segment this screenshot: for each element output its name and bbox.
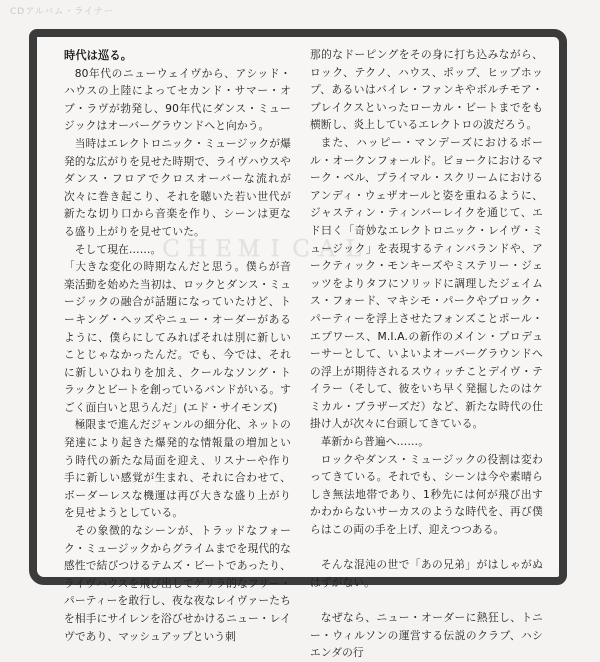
paragraph-producers: また、ハッピー・マンデーズにおけるボール・オークンフォールド。ビョークにおけるマーク・ベル、プライマル・スクリームにおけるアンディ・ウェザオールと姿を重ねるように、ジャスティン・ティンバーレイクを通じて、エド曰く「奇妙なエレクトロニック・レイヴ・ミュージック」を表現するティンバランドや、アークティック・モンキーズやミステリー・ジェッツをよりタフにソリッドに調理したジェイムス・フォード、マキシモ・パークやブロック・パーティーを浮上させたフォンズことポール・エプワース、M.I.A.の新作のメイン・プロデューサーとして、いよいよオーバーグラウンドへの浮上が期待されるスウィッチことデイヴ・テイラー（そして、彼をいち早く発掘したのはケミカル・ブラザーズだ）など、新たな時代の仕掛け人が次々に台頭してきている。	[310, 135, 543, 431]
paragraph-electronic-boom: 当時はエレクトロニック・ミュージックが爆発的な広がりを見せた時期で、ライヴハウスやダンス・フロアでクロスオーバーな流れが次々に巻き起こり、それを聴いた若い世代が新たな切り口から音楽を作り、シーンは更なる盛り上がりを見せていた。	[64, 136, 291, 238]
paragraph-subdivision: 極限まで進んだジャンルの細分化、ネットの発達により起きた爆発的な情報量の増加という時代の新たな局面を迎え、リスナーや作り手に新しい感覚が生まれ、それに合わせて、ボーダーレスな機運は再び大きな盛り上がりを見せようとしている。	[64, 418, 291, 520]
faint-background-print: ＣＨＥＭＩＣＡＬ	[160, 237, 369, 262]
right-text-column	[310, 46, 543, 662]
paragraph-intro: 80年代のニューウェイヴから、アシッド・ハウスの上陸によってセカンド・サマー・オブ・ラヴが勃発し、90年代にダンス・ミュージックはオーバーグラウンドへと向かう。	[64, 66, 291, 133]
quote-ed-simons: 「大きな変化の時期なんだと思う。僕らが音楽活動を始めた当初は、ロックとダンス・ミュージックの融合が話題になっていたけど、トーキング・ヘッズやニュー・オーダーがあるように、僕らにしてみればそれは別に新しいことじゃなかったんだ。でも、今では、それに新しいひねりを加え、クールなソング・トラックとビートを創っているバンドがいる。すごく面白いと思うんだ」(エド・サイモンズ)	[64, 260, 291, 414]
paragraph-now: そして現在……。	[74, 242, 162, 256]
paragraph-gap	[310, 591, 543, 609]
paragraph-role-change: ロックやダンス・ミュージックの役割は変わってきている。それでも、シーンは今や素晴らしき無法地帯であり、1秒先には何が飛び出すかわからないサーカスのような時代を、再び僕らはこの両の手を上げ、迎えつつある。	[310, 452, 543, 537]
paragraph-brothers: そんな混沌の世で「あの兄弟」がはしゃがぬはずがない。	[310, 558, 543, 589]
paragraph-electro-wave: 那的なドーピングをその身に打ち込みながら、ロック、テクノ、ハウス、ポップ、ヒップホップ、あるいはバイレ・ファンキやボルチモア・ブレイクスといったローカル・ビートまでをも横断し、炎上しているエレクトロの波だろう。	[310, 48, 543, 132]
left-text-column	[64, 47, 291, 645]
paragraph-symbolic-scene: その象徴的なシーンが、トラッドなフォーク・ミュージックからグライムまでを現代的な感性で結びつけるテムズ・ビートであったり、ライヴハウスを飛び出してゲリラ的なフリー・パーティーを敢行し、夜な夜なレイヴァーたちを相手にサイレンを浴びせかけるニュー・レイヴであり、マッシュアップという刺	[64, 524, 291, 643]
paragraph-because: なぜなら、ニュー・オーダーに熱狂し、トニー・ウィルソンの運営する伝説のクラブ、ハシエンダの行	[310, 611, 543, 660]
paragraph-gap	[310, 539, 543, 557]
page-corner-mark: CDアルバム・ライナー	[10, 7, 114, 17]
section-heading: 時代は巡る。	[64, 49, 133, 62]
paragraph-innovation: 革新から普遍へ……。	[320, 435, 430, 449]
